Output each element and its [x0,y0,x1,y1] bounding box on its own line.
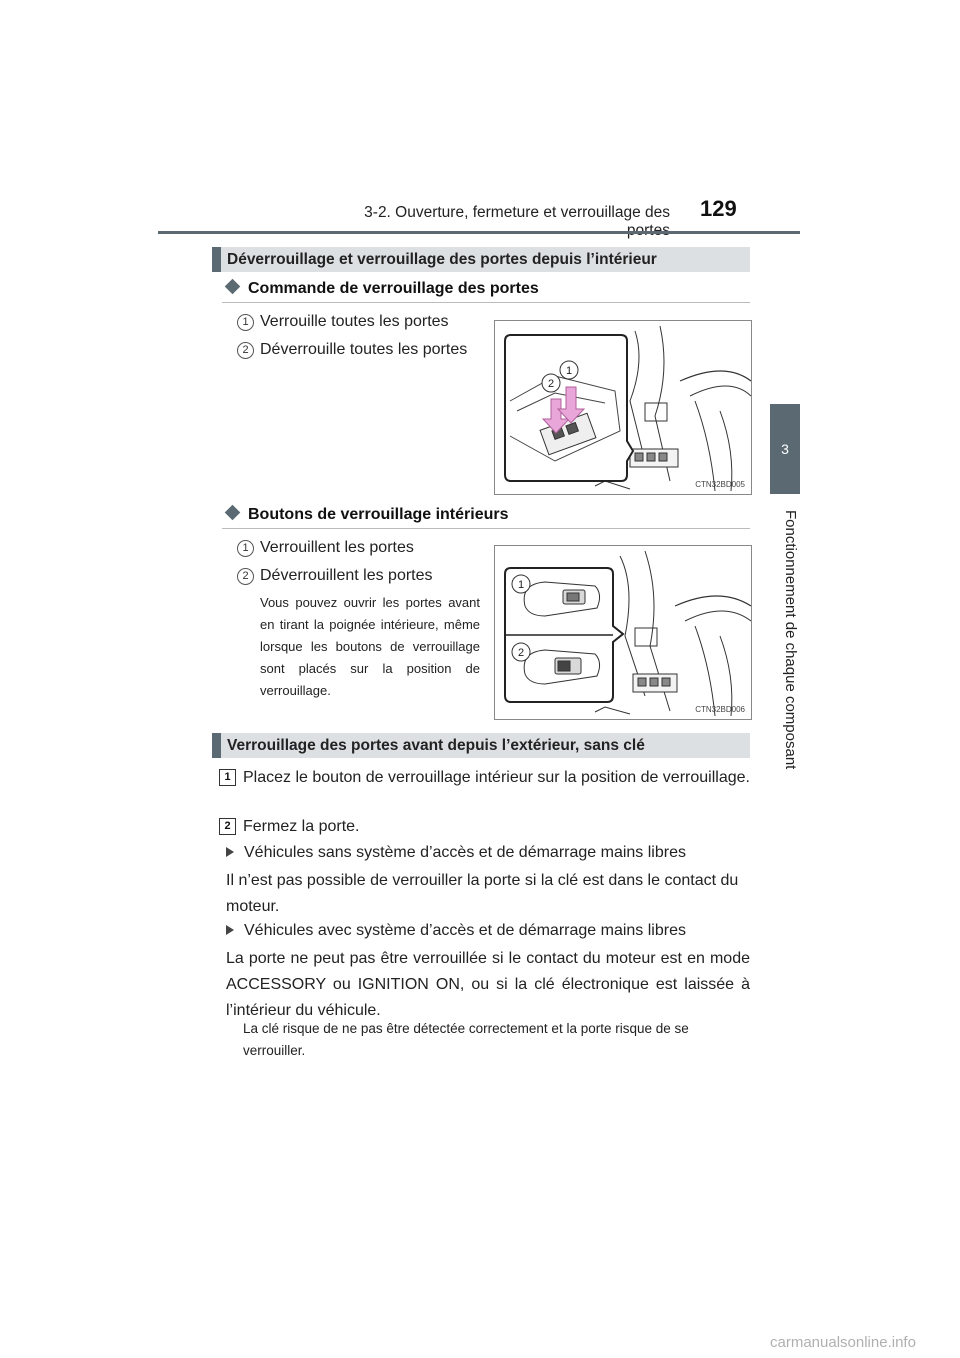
diamond-icon [225,279,241,295]
case-description: La porte ne peut pas être verrouillée si le contact du moteur est en mode ACCESSORY ou IGNITION ON, ou si la clé électronique est laissée à l’intérieur du véhicule. [226,950,750,1019]
inside-lock-buttons-illustration [495,546,751,719]
case-label-smart-key [226,918,750,944]
figure-callout-2: 2 [547,378,555,390]
subsection-title: Commande de verrouillage des portes [248,280,539,297]
running-header-title: 3-2. Ouverture, fermeture et verrouillage des [364,204,670,221]
note-paragraph: Vous pouvez ouvrir les portes avant en tirant la poignée intérieure, même lorsque les boutons de verrouillage sont placés sur la position de verrouillage. [260,595,480,698]
figure-code: CTN32BD005 [695,480,745,489]
figure-callout-1: 1 [517,579,525,591]
subsection-title: Boutons de verrouillage intérieurs [248,506,509,523]
chapter-number: 3 [781,441,789,457]
item-number-circle: 2 [237,568,254,585]
item-text: Verrouillent les portes [260,539,414,556]
page-number: 129 [700,196,737,221]
section-bar-interior [212,247,750,272]
header-rule [158,231,800,234]
section-title: Verrouillage des portes avant depuis l’extérieur, sans clé [227,737,645,754]
item-text: Déverrouillent les portes [260,567,433,584]
watermark: carmanualsonline.info [770,1334,916,1351]
case-label-no-smart-key [226,840,750,866]
figure-inside-lock-buttons [494,545,752,720]
step-number-box: 1 [219,769,236,786]
triangle-bullet-icon [226,925,234,935]
figure-callout-2: 2 [517,647,525,659]
subsection-inside-lock-buttons [222,504,750,529]
case-label-text: Véhicules sans système d’accès et de démarrage mains libres [244,844,686,861]
step-text: Fermez la porte. [243,818,360,835]
item-number-circle: 1 [237,314,254,331]
item-number-circle: 1 [237,540,254,557]
door-lock-switch-illustration [495,321,751,494]
chapter-title: Fonctionnement de chaque composant [782,510,799,770]
triangle-bullet-icon [226,847,234,857]
subsection-lock-switch [222,278,750,303]
figure-code: CTN32BD006 [695,705,745,714]
case-description: Il n’est pas possible de verrouiller la porte si la clé est dans le contact du moteur. [226,872,739,915]
step-text: Placez le bouton de verrouillage intérieur sur la position de verrouillage. [243,769,750,786]
item-text: Verrouille toutes les portes [260,313,449,330]
item-text: Déverrouille toutes les portes [260,341,468,358]
item-number-circle: 2 [237,342,254,359]
figure-door-lock-switch [494,320,752,495]
section-bar-exterior [212,733,750,758]
section-title: Déverrouillage et verrouillage des portes depuis l’intérieur [227,251,657,268]
case-label-text: Véhicules avec système d’accès et de démarrage mains libres [244,922,686,939]
diamond-icon [225,505,241,521]
case-note: La clé risque de ne pas être détectée correctement et la porte risque de se verrouiller. [243,1021,689,1058]
step-number-box: 2 [219,818,236,835]
figure-callout-1: 1 [565,365,573,377]
